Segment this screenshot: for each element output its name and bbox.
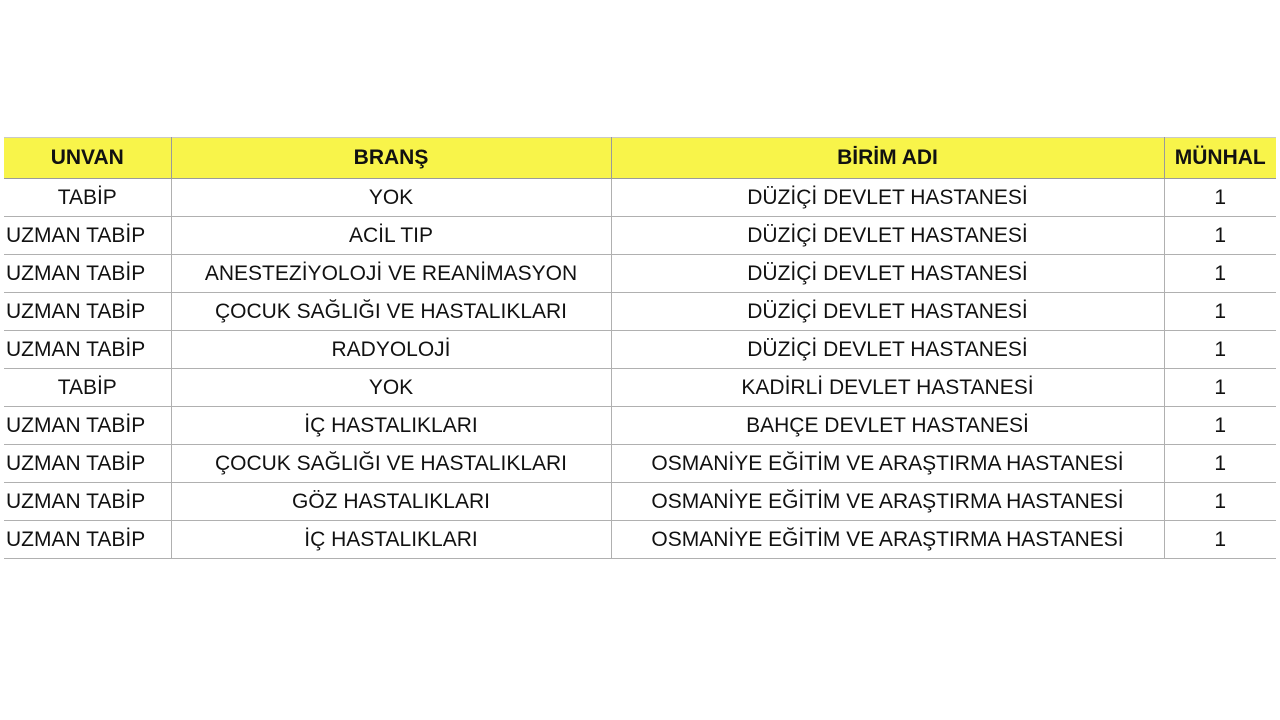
cell-munhal: 1 [1164,483,1276,521]
cell-brans: YOK [171,369,611,407]
cell-birim-adi: OSMANİYE EĞİTİM VE ARAŞTIRMA HASTANESİ [611,521,1164,559]
cell-unvan: UZMAN TABİP [4,483,171,521]
cell-unvan: UZMAN TABİP [4,445,171,483]
table-row [4,217,1276,255]
cell-unvan: TABİP [4,179,171,217]
header-row [4,138,1276,179]
cell-birim-adi: DÜZİÇİ DEVLET HASTANESİ [611,217,1164,255]
cell-unvan: UZMAN TABİP [4,521,171,559]
cell-munhal: 1 [1164,521,1276,559]
cell-munhal: 1 [1164,217,1276,255]
cell-brans: ACİL TIP [171,217,611,255]
cell-unvan: UZMAN TABİP [4,407,171,445]
cell-brans: İÇ HASTALIKLARI [171,407,611,445]
cell-birim-adi: KADİRLİ DEVLET HASTANESİ [611,369,1164,407]
cell-munhal: 1 [1164,179,1276,217]
table-row [4,293,1276,331]
cell-munhal: 1 [1164,369,1276,407]
cell-munhal: 1 [1164,445,1276,483]
table-row [4,521,1276,559]
cell-brans: ÇOCUK SAĞLIĞI VE HASTALIKLARI [171,445,611,483]
header-munhal: MÜNHAL [1164,138,1276,179]
cell-brans: ANESTEZİYOLOJİ VE REANİMASYON [171,255,611,293]
table-row [4,407,1276,445]
cell-brans: YOK [171,179,611,217]
table-row [4,255,1276,293]
cell-brans: RADYOLOJİ [171,331,611,369]
cell-birim-adi: OSMANİYE EĞİTİM VE ARAŞTIRMA HASTANESİ [611,483,1164,521]
spreadsheet-view [4,137,1276,559]
cell-munhal: 1 [1164,293,1276,331]
table-row [4,445,1276,483]
table-row [4,483,1276,521]
cell-munhal: 1 [1164,331,1276,369]
cell-unvan: UZMAN TABİP [4,331,171,369]
cell-birim-adi: DÜZİÇİ DEVLET HASTANESİ [611,331,1164,369]
cell-birim-adi: DÜZİÇİ DEVLET HASTANESİ [611,179,1164,217]
cell-unvan: UZMAN TABİP [4,255,171,293]
cell-brans: İÇ HASTALIKLARI [171,521,611,559]
cell-birim-adi: DÜZİÇİ DEVLET HASTANESİ [611,255,1164,293]
table-row [4,179,1276,217]
cell-unvan: TABİP [4,369,171,407]
cell-birim-adi: DÜZİÇİ DEVLET HASTANESİ [611,293,1164,331]
table-row [4,369,1276,407]
cell-brans: GÖZ HASTALIKLARI [171,483,611,521]
cell-munhal: 1 [1164,407,1276,445]
cell-birim-adi: OSMANİYE EĞİTİM VE ARAŞTIRMA HASTANESİ [611,445,1164,483]
cell-unvan: UZMAN TABİP [4,293,171,331]
cell-birim-adi: BAHÇE DEVLET HASTANESİ [611,407,1164,445]
cell-brans: ÇOCUK SAĞLIĞI VE HASTALIKLARI [171,293,611,331]
header-birim-adi: BİRİM ADI [611,138,1164,179]
vacancy-table [4,137,1276,559]
cell-unvan: UZMAN TABİP [4,217,171,255]
table-row [4,331,1276,369]
header-brans: BRANŞ [171,138,611,179]
header-unvan: UNVAN [4,138,171,179]
cell-munhal: 1 [1164,255,1276,293]
